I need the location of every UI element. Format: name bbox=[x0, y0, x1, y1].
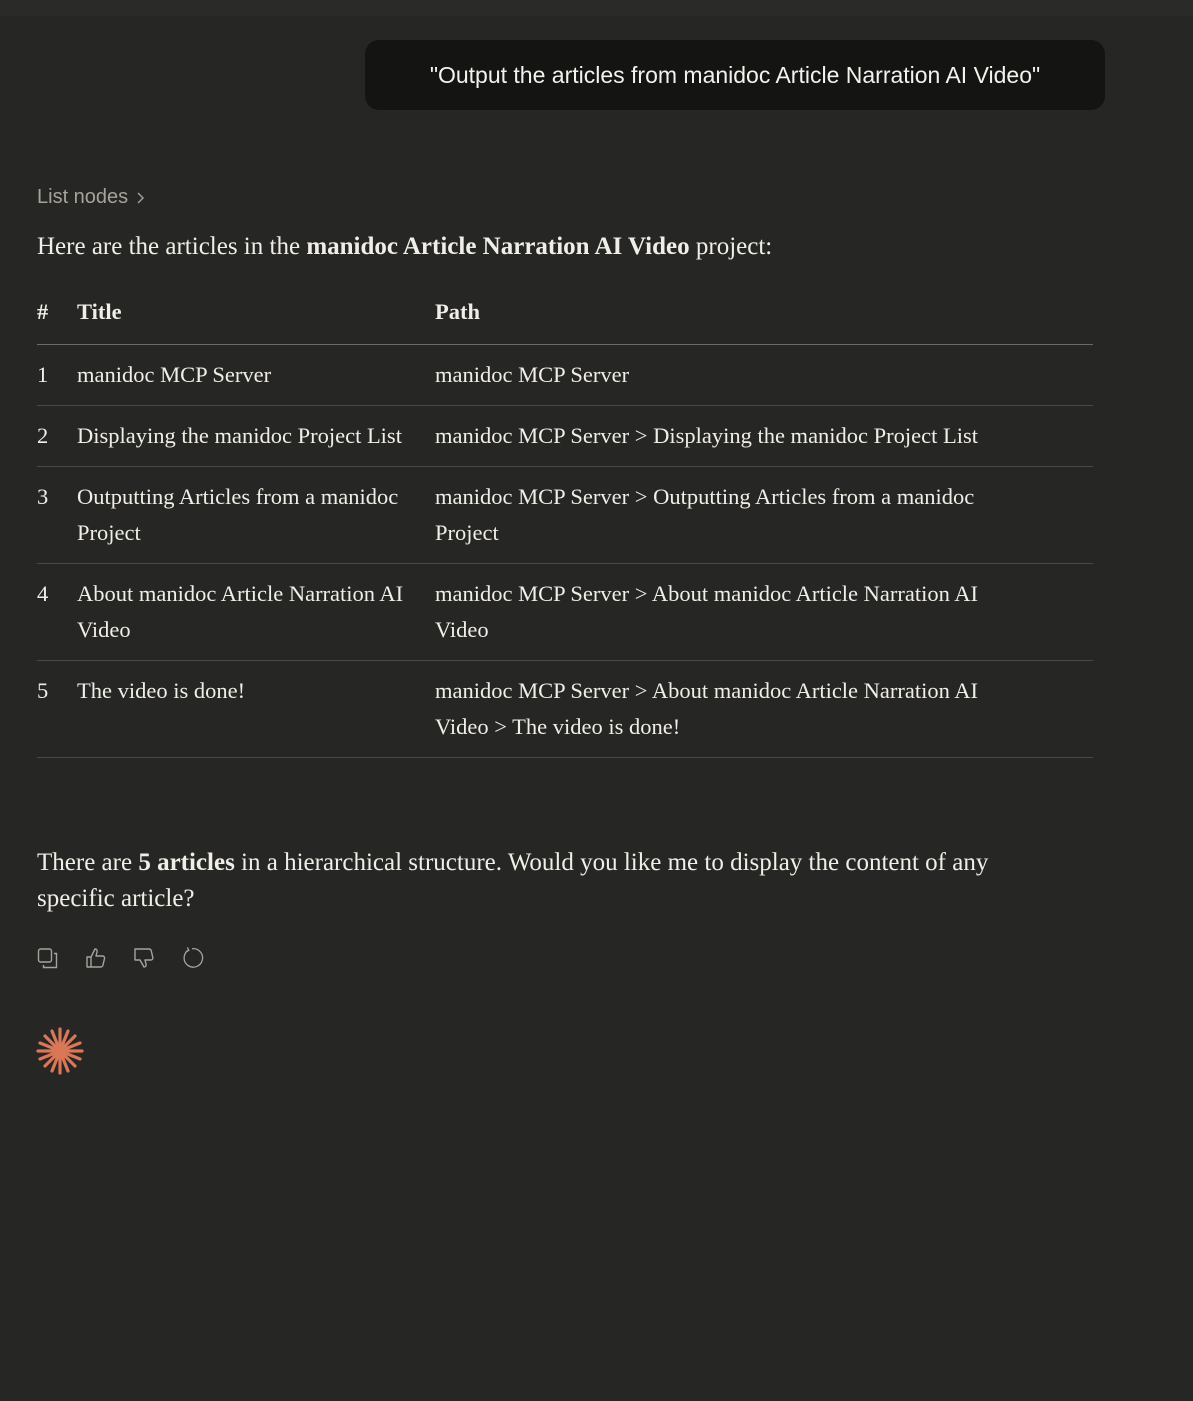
user-message-text: "Output the articles from manidoc Article Narration AI Video" bbox=[429, 61, 1041, 88]
table-row bbox=[37, 564, 1093, 661]
articles-table bbox=[37, 290, 1093, 758]
intro-text-end: project: bbox=[689, 233, 773, 260]
claude-spark-icon bbox=[35, 1026, 85, 1076]
user-message-bubble bbox=[365, 40, 1105, 110]
row-title: About manidoc Article Narration AI Video bbox=[77, 564, 435, 661]
project-name: manidoc Article Narration AI Video bbox=[306, 233, 690, 260]
outro-text: There are bbox=[37, 849, 139, 876]
copy-icon[interactable] bbox=[36, 944, 60, 972]
retry-icon[interactable] bbox=[180, 944, 204, 972]
intro-text: Here are the articles in the bbox=[37, 233, 307, 260]
chevron-right-icon bbox=[136, 191, 146, 205]
row-path: manidoc MCP Server > Outputting Articles from a manidoc Project bbox=[435, 467, 1093, 564]
response-intro bbox=[37, 230, 772, 264]
row-path: manidoc MCP Server > About manidoc Article Narration AI Video > The video is done! bbox=[435, 661, 1093, 758]
header-number: # bbox=[37, 290, 77, 345]
tool-call-label: List nodes bbox=[37, 186, 129, 208]
row-title: Displaying the manidoc Project List bbox=[77, 406, 435, 467]
header-path: Path bbox=[435, 290, 1093, 345]
response-outro bbox=[37, 845, 1037, 917]
thumbs-up-icon[interactable] bbox=[84, 944, 108, 972]
row-title: Outputting Articles from a manidoc Project bbox=[77, 467, 435, 564]
thumbs-down-icon[interactable] bbox=[132, 944, 156, 972]
row-path: manidoc MCP Server bbox=[435, 345, 1093, 406]
top-bar bbox=[0, 0, 1193, 16]
table-row bbox=[37, 345, 1093, 406]
row-title: manidoc MCP Server bbox=[77, 345, 435, 406]
article-count: 5 articles bbox=[138, 849, 235, 876]
row-number: 1 bbox=[37, 345, 77, 406]
row-number: 5 bbox=[37, 661, 77, 758]
table-row bbox=[37, 467, 1093, 564]
table-header-row bbox=[37, 290, 1093, 345]
outro-text-end: in a hierarchical structure. Would you like me to display the content of any specific article? bbox=[37, 849, 989, 912]
tool-call-list-nodes[interactable] bbox=[37, 186, 146, 209]
row-number: 4 bbox=[37, 564, 77, 661]
row-number: 3 bbox=[37, 467, 77, 564]
row-number: 2 bbox=[37, 406, 77, 467]
row-path: manidoc MCP Server > About manidoc Article Narration AI Video bbox=[435, 564, 1093, 661]
table-row bbox=[37, 406, 1093, 467]
row-path: manidoc MCP Server > Displaying the manidoc Project List bbox=[435, 406, 1093, 467]
message-actions bbox=[36, 944, 204, 972]
table-row bbox=[37, 661, 1093, 758]
header-title: Title bbox=[77, 290, 435, 345]
row-title: The video is done! bbox=[77, 661, 435, 758]
